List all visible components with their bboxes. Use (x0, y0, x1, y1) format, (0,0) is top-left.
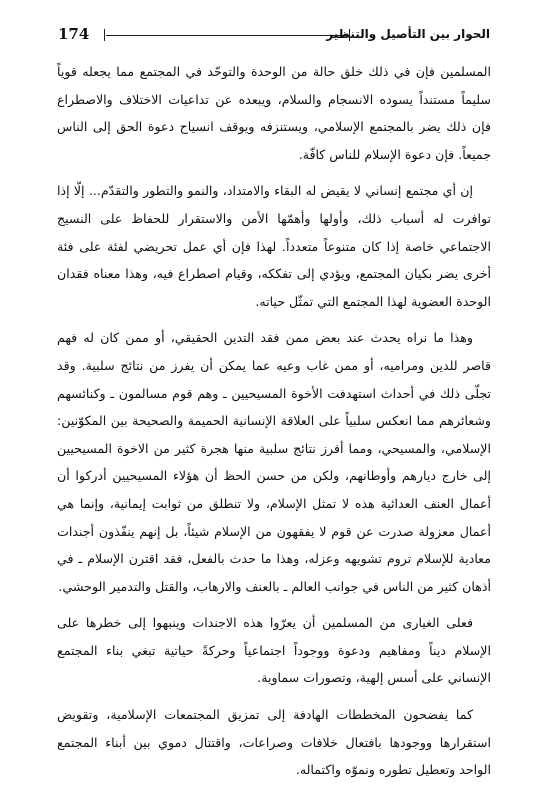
paragraph-3: وهذا ما نراه يحدث عند بعض ممن فقد التدين الحقيقي، أو ممن كان له فهم قاصر للدين ومراميه، أو ممن غاب وعيه عما يمكن أن يفرز من نتائج سلبية. وقد تجلّى ذلك في أحداث استهدفت الأخوة المسيحيين ـ وهم قوم مسالمون ـ وكنائسهم وشعائرهم مما انعكس سلبياً على العلاقة الإنسانية الحميمة والصحيحة بين المكوّنين: الإسلامي، والمسيحي، ومما أفرز نتائج سلبية منها هجرة كثير من الاخوة المسيحيين إلى خارج ديارهم وأوطانهم، ولكن من حسن الحظ أن هؤلاء المسيحيين أدركوا أن أعمال العنف العدائية هذه لا تمثل الإسلام، ولا تنطلق من ثوابت إيمانية، وإنما هي أعمال معزولة صدرت عن قوم لا يفقهون من الإسلام شيئاً، بل إنهم ينفّذون أجندات معادية للإسلام تروم تشويهه وعزله، وهذا ما حدث بالفعل، فقد اقترن الإسلام ـ في أذهان كثير من الناس في جوانب العالم ـ بالعنف والارهاب، والقتل والتدمير الوحشي. (57, 330, 491, 594)
running-title: الحوار بين التأصيل والتنظير (326, 27, 490, 41)
paragraph-5: كما يفضحون المخططات الهادفة إلى تمزيق المجتمعات الإسلامية، وتقويض استقرارها ووجودها بافتعال خلافات وصراعات، واقتتال دموي بين أبناء المجتمع الواحد وتعطيل تطوره ونموّه واكتماله. (57, 707, 491, 778)
page-number: 174 (58, 25, 90, 43)
paragraph-2: إن أي مجتمع إنساني لا يقيض له البقاء والامتداد، والنمو والتطور والتقدّم... إلّا إذا توافرت له أسباب ذلك، وأولها وأهمّها الأمن والاستقرار للحفاظ على النسيج الاجتماعي خاصة إذا كان متنوعاً متعدداً. لهذا فإن أي عمل تحريضي لفئة على فئة أخرى يضر بكيان المجتمع، ويؤدي إلى تفككه، وقيام اصطراع فيه، وهذا معناه فقدان الوحدة العضوية لهذا المجتمع التي تمثّل حياته. (57, 183, 491, 309)
header-rule (106, 35, 348, 36)
header-rule-end-left (104, 29, 105, 41)
body-text (57, 58, 491, 793)
page-header (58, 24, 490, 46)
paragraph-1: المسلمين فإن في ذلك خلق حالة من الوحدة والتوحّد في المجتمع مما يجعله قوياً سليماً مستنداً يسوده الانسجام والسلام، ويبعده عن تداعيات الاختلاف والاصطراع فإن ذلك يضر بالمجتمع الإسلامي، ويستنزفه ويوقف انسياح دعوة الحق إلى الناس جميعاً. فإن دعوة الإسلام للناس كافّة. (57, 64, 491, 162)
paragraph-4: فعلى الغيارى من المسلمين أن يعرّوا هذه الاجندات وينبهوا إلى خطرها على الإسلام ديناً ومفاهيم ودعوة ووجوداً اجتماعياً وحركةً حياتية تبغي بناء المجتمع الإنساني على أسس إلهية، وتصورات سماوية. (57, 615, 491, 686)
